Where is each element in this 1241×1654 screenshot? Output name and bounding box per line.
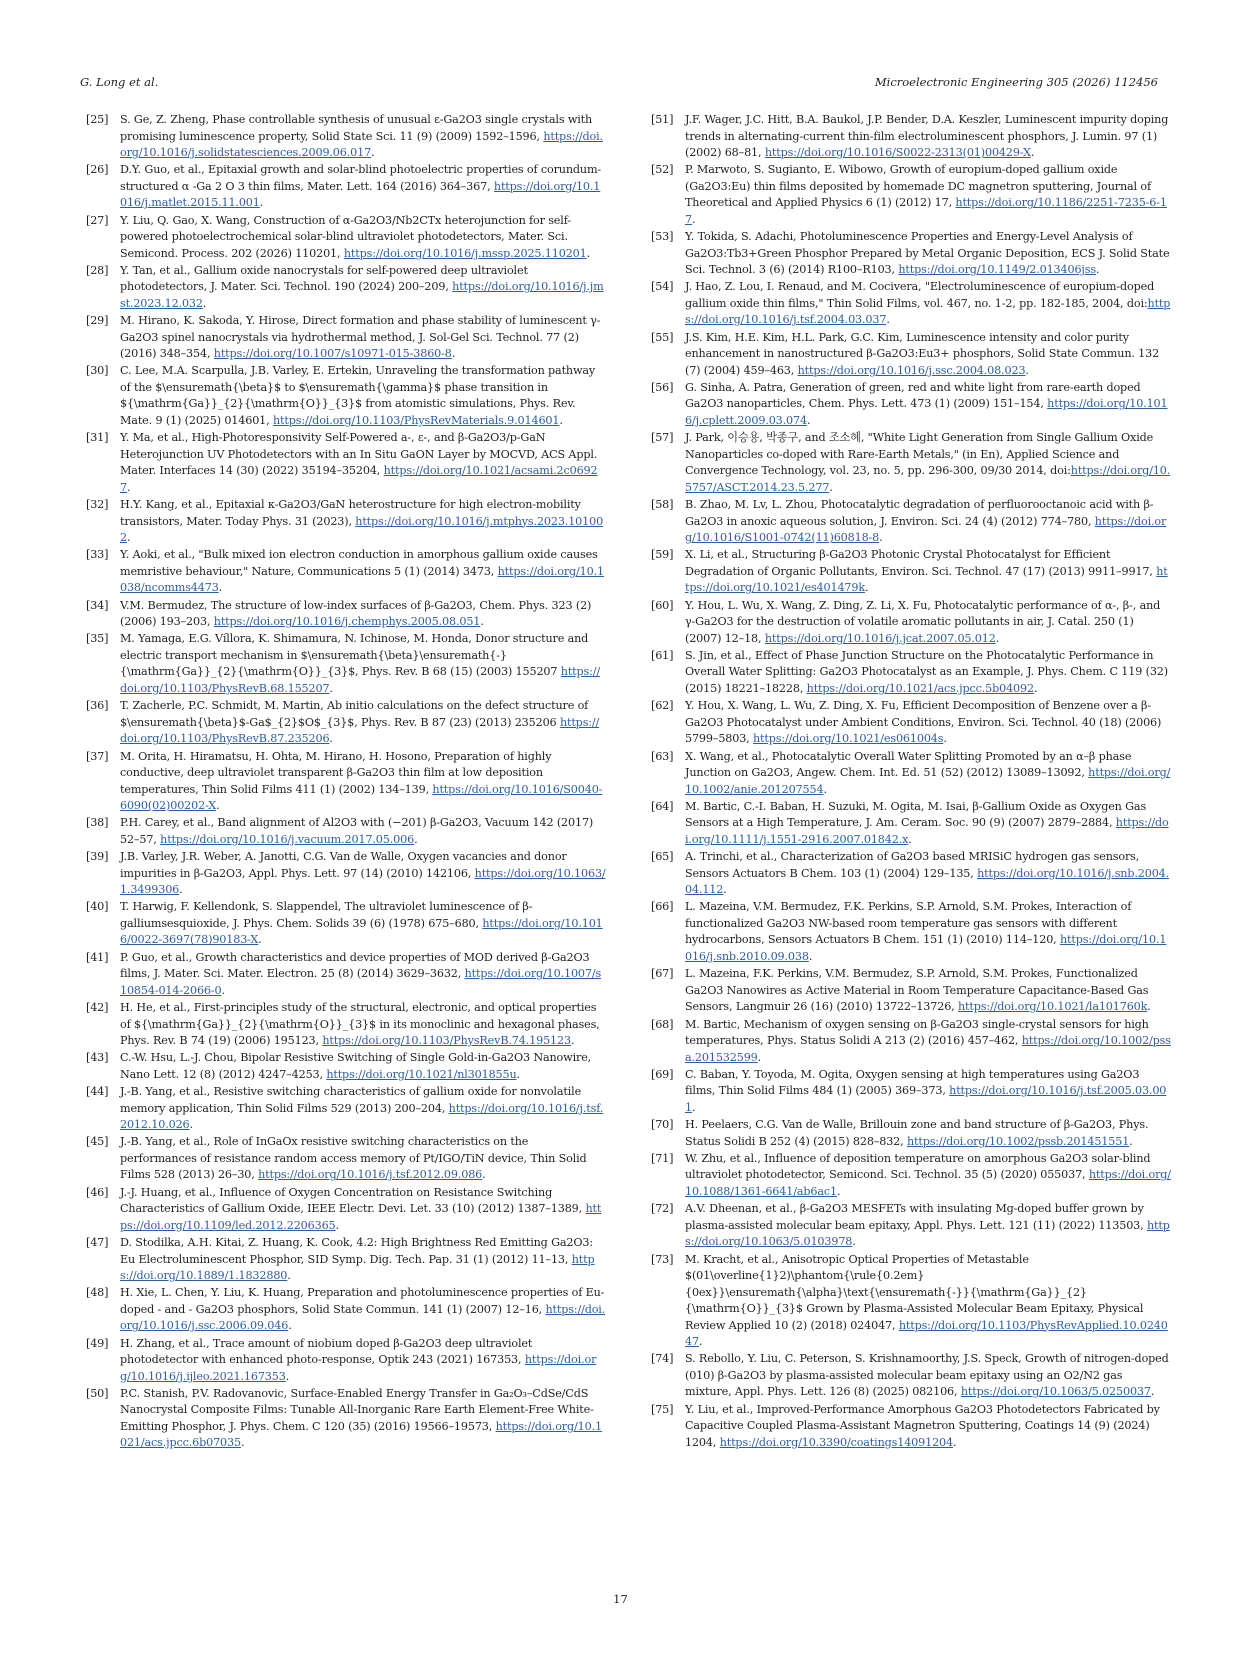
reference-number: [64]: [651, 799, 674, 813]
reference-text: Y. Hou, L. Wu, X. Wang, Z. Ding, Z. Li, X. Fu, Photocatalytic performance of α-, β-, and γ-Ga2O3 for the destruction of volatile aromatic pollutants in air, J. Catal. 250 (1) (2007) 12–18,: [685, 598, 1161, 645]
reference-item: [86, 950, 606, 1000]
reference-text: M. Bartic, Mechanism of oxygen sensing on β-Ga2O3 single-crystal sensors for high temperatures, Phys. Status Solidi A 213 (2) (2016) 457–462,: [685, 1017, 1149, 1048]
reference-number: [62]: [651, 699, 674, 713]
reference-item: [86, 1336, 606, 1386]
reference-tail: .: [126, 480, 131, 494]
reference-number: [47]: [86, 1236, 109, 1250]
reference-tail: .: [1147, 1000, 1151, 1014]
reference-doi-link[interactable]: https://doi.org/10.1103/PhysRevApplied.10.024047: [685, 1318, 1168, 1349]
reference-doi-link[interactable]: https://doi.org/10.1021/la101760k: [958, 1000, 1148, 1014]
reference-doi-link[interactable]: https://doi.org/10.1021/es401479k: [685, 564, 1168, 595]
reference-text: M. Kracht, et al., Anisotropic Optical Properties of Metastable $(01\overline{1}2)\phantom{\rule{0.2em}{0ex}}\ensuremath{\alpha}\text{\ensuremath{-}}{\mathrm{Ga}}_{2}{\mathrm{O}}_{3}$ Grown by Plasma-Assisted Molecular Beam Epitaxy, Physical Review Applied 10 (2) (2018) 024047,: [685, 1252, 1144, 1332]
reference-text: J.S. Kim, H.E. Kim, H.L. Park, G.C. Kim, Luminescence intensity and color purity enhancement in nanostructured β-Ga2O3:Eu3+ phosphors, Solid State Commun. 132 (7) (2004) 459–463,: [685, 330, 1160, 377]
reference-number: [59]: [651, 548, 674, 562]
reference-number: [27]: [86, 213, 109, 227]
reference-text: P.H. Carey, et al., Band alignment of Al2O3 with (−201) β-Ga2O3, Vacuum 142 (2017) 52–57,: [120, 816, 594, 846]
reference-tail: .: [952, 1435, 957, 1449]
reference-tail: .: [371, 146, 375, 159]
reference-item: [651, 380, 1171, 430]
reference-item: [86, 162, 606, 212]
reference-doi-link[interactable]: https://doi.org/10.1002/pssa.201532599: [685, 1034, 1171, 1064]
reference-text: C. Lee, M.A. Scarpulla, J.B. Varley, E. Ertekin, Unraveling the transformation pathway of the $\ensuremath{\beta}$ to $\ensuremath{\gamma}$ phase transition in ${\mathrm{Ga}}_{2}{\mathrm{O}}_{3}$ from atomistic simulations, Phys. Rev. Mate. 9 (1) (2025) 014601,: [120, 364, 596, 427]
reference-doi-link[interactable]: https://doi.org/10.1016/j.tsf.2005.03.001: [685, 1084, 1167, 1114]
reference-text: M. Yamaga, E.G. Víllora, K. Shimamura, N. Ichinose, M. Honda, Donor structure and electric transport mechanism in $\ensuremath{\beta}\ensuremath{-}{\mathrm{Ga}}_{2}{\mathrm{O}}_{3}$, Phys. Rev. B 68 (15) (2003) 155207: [120, 632, 589, 679]
reference-item: [86, 112, 606, 162]
reference-doi-link[interactable]: https://doi.org/10.1016/j.ssc.2006.09.046: [120, 1302, 606, 1333]
reference-item: [651, 749, 1171, 799]
reference-tail: .: [698, 1335, 703, 1349]
reference-doi-link[interactable]: https://doi.org/10.1016/j.ijleo.2021.167353: [120, 1353, 597, 1383]
reference-text: A.V. Dheenan, et al., β-Ga2O3 MESFETs with insulating Mg-doped buffer grown by plasma-assisted molecular beam epitaxy, Appl. Phys. Lett. 121 (11) (2022) 113503,: [685, 1202, 1147, 1232]
reference-tail: .: [829, 480, 833, 494]
reference-item: [651, 229, 1171, 279]
reference-number: [66]: [651, 900, 674, 914]
reference-text: W. Zhu, et al., Influence of deposition temperature on amorphous Ga2O3 solar-blind ultraviolet photodetector, Semicond. Sci. Technol. 35 (5) (2020) 055037,: [685, 1151, 1151, 1182]
reference-number: [51]: [651, 113, 674, 126]
reference-number: [71]: [651, 1151, 674, 1165]
reference-doi-link[interactable]: https://doi.org/10.1103/PhysRevB.87.235206: [120, 715, 600, 746]
reference-doi-link[interactable]: https://doi.org/10.1063/5.0250037: [960, 1385, 1151, 1399]
reference-tail: .: [126, 531, 131, 545]
reference-tail: .: [258, 933, 262, 947]
reference-tail: .: [586, 246, 591, 260]
reference-number: [41]: [86, 950, 109, 964]
reference-text: S. Jin, et al., Effect of Phase Junction Structure on the Photocatalytic Performance in Overall Water Splitting: Ga2O3 Photocatalyst as an Example, J. Phys. Chem. C 119 (32) (2015) 18221–18228,: [685, 648, 1168, 695]
reference-tail: .: [335, 1218, 339, 1232]
reference-number: [45]: [86, 1135, 109, 1149]
reference-tail: .: [414, 832, 418, 846]
reference-text: T. Zacherle, P.C. Schmidt, M. Martin, Ab initio calculations on the defect structure of $\ensuremath{\beta}$-Ga$_{2}$O$_{3}$, Phys. Rev. B 87 (23) (2013) 235206: [120, 699, 589, 729]
reference-number: [43]: [86, 1051, 109, 1065]
reference-item: [651, 1252, 1171, 1351]
reference-doi-link[interactable]: https://doi.org/10.1063/1.3499306: [120, 866, 606, 897]
reference-tail: .: [886, 313, 890, 327]
reference-number: [73]: [651, 1252, 674, 1266]
reference-text: J.F. Wager, J.C. Hitt, B.A. Baukol, J.P. Bender, D.A. Keszler, Luminescent impurity doping trends in alternating-current thin-film electroluminescent phosphors, J. Lumin. 97 (1) (2002) 68–81,: [685, 113, 1169, 159]
reference-item: [651, 1117, 1171, 1150]
reference-tail: .: [823, 782, 827, 796]
reference-doi-link[interactable]: https://doi.org/10.1002/pssb.201451551: [906, 1134, 1130, 1148]
reference-text: J. Hao, Z. Lou, I. Renaud, and M. Cocivera, "Electroluminescence of europium-doped gallium oxide thin films," Thin Solid Films, vol. 467, no. 1-2, pp. 182-185, 2004, doi:: [685, 280, 1155, 310]
reference-tail: .: [852, 1235, 856, 1249]
reference-text: J.B. Varley, J.R. Weber, A. Janotti, C.G. Van de Walle, Oxygen vacancies and donor impurities in β-Ga2O3, Appl. Phys. Lett. 97 (14) (2010) 142106,: [120, 850, 567, 880]
reference-number: [72]: [651, 1202, 674, 1216]
reference-column-left: [86, 112, 606, 1453]
reference-doi-link[interactable]: https://doi.org/10.1021/acs.jpcc.5b04092: [806, 681, 1034, 695]
reference-text: C. Baban, Y. Toyoda, M. Ogita, Oxygen sensing at high temperatures using Ga2O3 films, Thin Solid Films 484 (1) (2005) 369–373,: [685, 1067, 1140, 1098]
reference-text: L. Mazeina, V.M. Bermudez, F.K. Perkins, S.P. Arnold, S.M. Prokes, Interaction of functionalized Ga2O3 NW-based room temperature gas sensors with different hydrocarbons, Sensors Actuators B Chem. 151 (1) (2010) 114–120,: [685, 900, 1132, 947]
reference-number: [53]: [651, 230, 674, 244]
reference-item: [651, 899, 1171, 965]
reference-number: [52]: [651, 163, 674, 177]
reference-item: [86, 313, 606, 363]
reference-number: [50]: [86, 1386, 109, 1400]
reference-text: D. Stodilka, A.H. Kitai, Z. Huang, K. Cook, 4.2: High Brightness Red Emitting Ga2O3: Eu Electroluminescent Phosphor, SID Symp. Dig. Tech. Pap. 31 (1) (2012) 11–13,: [120, 1236, 593, 1266]
reference-item: [651, 547, 1171, 597]
reference-number: [44]: [86, 1085, 109, 1099]
reference-tail: .: [1095, 263, 1100, 277]
reference-number: [25]: [86, 113, 109, 126]
reference-doi-link[interactable]: https://doi.org/10.1016/j.ssc.2004.08.023: [797, 363, 1026, 377]
reference-item: [86, 497, 606, 547]
reference-tail: .: [240, 1436, 245, 1450]
reference-tail: .: [864, 581, 869, 595]
reference-text: X. Li, et al., Structuring β-Ga2O3 Photonic Crystal Photocatalyst for Efficient Degradation of Organic Pollutants, Environ. Sci. Technol. 47 (17) (2013) 9911–9917,: [685, 548, 1157, 578]
reference-item: [651, 1402, 1171, 1452]
reference-item: [86, 547, 606, 597]
reference-doi-link[interactable]: https://doi.org/10.1002/anie.201207554: [685, 766, 1171, 796]
reference-text: A. Trinchi, et al., Characterization of Ga2O3 based MRISiC hydrogen gas sensors, Sensors Actuators B Chem. 103 (1) (2004) 129–135,: [685, 850, 1140, 880]
running-head: [80, 75, 1158, 95]
reference-number: [75]: [651, 1402, 674, 1416]
reference-tail: .: [202, 296, 207, 310]
reference-doi-link[interactable]: https://doi.org/10.1889/1.1832880: [120, 1252, 595, 1283]
reference-item: [86, 1185, 606, 1235]
reference-text: H. He, et al., First-principles study of the structural, electronic, and optical properties of ${\mathrm{Ga}}_{2}{\mathrm{O}}_{3}$ in its monoclinic and hexagonal phases, Phys. Rev. B 74 (19) (2006) 195123,: [120, 1001, 600, 1048]
reference-number: [49]: [86, 1336, 109, 1350]
reference-text: J.-B. Yang, et al., Resistive switching characteristics of gallium oxide for nonvolatile memory application, Thin Solid Films 529 (2013) 200–204,: [120, 1085, 582, 1115]
reference-tail: .: [691, 212, 696, 226]
reference-item: [86, 1386, 606, 1452]
reference-tail: .: [691, 1100, 696, 1114]
reference-item: [651, 162, 1171, 228]
reference-item: [86, 899, 606, 949]
reference-item: [651, 330, 1171, 380]
reference-doi-link[interactable]: https://doi.org/10.1016/j.mssp.2025.110201: [343, 246, 587, 260]
reference-tail: .: [218, 581, 223, 595]
reference-number: [42]: [86, 1001, 109, 1015]
reference-item: [86, 749, 606, 815]
running-head-authors: G. Long et al.: [80, 75, 159, 89]
reference-item: [651, 648, 1171, 698]
reference-tail: .: [189, 1118, 193, 1132]
reference-tail: .: [451, 347, 456, 361]
reference-text: C.-W. Hsu, L.-J. Chou, Bipolar Resistive Switching of Single Gold-in-Ga2O3 Nanowire, Nano Lett. 12 (8) (2012) 4247–4253,: [120, 1051, 592, 1081]
reference-doi-link[interactable]: https://doi.org/10.1088/1361-6641/ab6ac1: [685, 1168, 1171, 1198]
page-number: 17: [613, 1592, 628, 1606]
reference-number: [63]: [651, 749, 674, 763]
reference-text: J.-B. Yang, et al., Role of InGaOx resistive switching characteristics on the performances of resistance random access memory of Pt/IGO/TiN device, Thin Solid Films 528 (2013) 26–30,: [120, 1135, 587, 1182]
reference-tail: .: [285, 1369, 290, 1383]
reference-doi-link[interactable]: https://doi.org/10.1016/j.jmst.2023.12.032: [120, 280, 604, 310]
reference-doi-link[interactable]: https://doi.org/10.1016/j.tsf.2012.09.086: [258, 1168, 483, 1182]
reference-text: L. Mazeina, F.K. Perkins, V.M. Bermudez, S.P. Arnold, S.M. Prokes, Functionalized Ga2O3 Nanowires as Active Material in Room Temperature Capacitance-Based Gas Sensors, Langmuir 26 (16) (2010) 13722–13726,: [685, 967, 1149, 1014]
reference-number: [30]: [86, 364, 109, 378]
reference-doi-link[interactable]: https://doi.org/10.1038/ncomms4473: [120, 564, 604, 595]
reference-number: [33]: [86, 548, 109, 562]
reference-text: Y. Ma, et al., High-Photoresponsivity Self-Powered a-, ε-, and β-Ga2O3/p-GaN Heterojunction UV Photodetectors with an In Situ GaON Layer by MOCVD, ACS Appl. Mater. Interfaces 14 (30) (2022) 35194–35204,: [120, 431, 598, 478]
reference-item: [651, 1151, 1171, 1201]
reference-item: [86, 1134, 606, 1184]
reference-tail: .: [179, 883, 183, 897]
reference-tail: .: [723, 883, 727, 897]
reference-doi-link[interactable]: https://doi.org/10.1016/S1001-0742(11)60818-8: [685, 514, 1167, 545]
reference-item: [86, 815, 606, 848]
reference-number: [61]: [651, 648, 674, 662]
reference-doi-link[interactable]: https://doi.org/10.1016/j.tsf.2012.10.026: [120, 1101, 604, 1132]
reference-item: [651, 1351, 1171, 1401]
reference-tail: .: [516, 1067, 520, 1081]
reference-tail: .: [1025, 363, 1029, 377]
reference-doi-link[interactable]: https://doi.org/10.1016/j.cplett.2009.03.074: [685, 397, 1168, 427]
reference-tail: .: [908, 832, 912, 846]
reference-item: [651, 849, 1171, 899]
reference-doi-link[interactable]: https://doi.org/10.1016/j.jcat.2007.05.012: [764, 631, 996, 645]
reference-number: [70]: [651, 1118, 674, 1132]
reference-number: [36]: [86, 699, 109, 713]
reference-number: [46]: [86, 1185, 109, 1199]
reference-tail: .: [808, 949, 813, 963]
reference-number: [55]: [651, 330, 674, 344]
reference-doi-link[interactable]: https://doi.org/10.1111/j.1551-2916.2007.01842.x: [685, 816, 1169, 846]
reference-doi-link[interactable]: https://doi.org/10.1109/led.2012.2206365: [120, 1202, 602, 1232]
reference-doi-link[interactable]: https://doi.org/10.1016/j.chemphys.2005.08.051: [213, 615, 481, 629]
reference-item: [86, 363, 606, 429]
reference-item: [651, 1017, 1171, 1067]
reference-text: X. Wang, et al., Photocatalytic Overall Water Splitting Promoted by an α–β phase Junction on Ga2O3, Angew. Chem. Int. Ed. 51 (52) (2012) 13089–13092,: [685, 749, 1132, 780]
reference-tail: .: [329, 732, 333, 746]
reference-text: P.C. Stanish, P.V. Radovanovic, Surface-Enabled Energy Transfer in Ga₂O₃–CdSe/CdS Nanocrystal Composite Films: Tunable All-Inorganic Rare Earth Element-Free White-Emitting Phosphor, J. Phys. Chem. C 120 (35) (2016) 19566–19573,: [120, 1386, 594, 1433]
reference-tail: .: [482, 1168, 486, 1182]
reference-text: G. Sinha, A. Patra, Generation of green, red and white light from rare-earth doped Ga2O3 nanoparticles, Chem. Phys. Lett. 473 (1) (2009) 151–154,: [685, 380, 1141, 411]
reference-tail: .: [995, 631, 1000, 645]
reference-item: [86, 631, 606, 697]
reference-item: [86, 1285, 606, 1335]
reference-number: [28]: [86, 263, 109, 277]
reference-item: [651, 1067, 1171, 1117]
reference-tail: .: [559, 413, 563, 427]
reference-text: P. Guo, et al., Growth characteristics and device properties of MOD derived β-Ga2O3 films, J. Mater. Sci. Mater. Electron. 25 (8) (2014) 3629–3632,: [120, 950, 590, 981]
reference-text: J. Park, 이승용, 박종구, and 조소혜, "White Light Generation from Single Gallium Oxide Nanoparticles co-doped with Rare-Earth Metals," (in En), Applied Science and Convergence Technology, vol. 23, no. 5, pp. 296-300, 09/30 2014, doi:: [685, 431, 1154, 478]
reference-item: [651, 966, 1171, 1016]
reference-item: [651, 430, 1171, 496]
reference-item: [651, 497, 1171, 547]
reference-text: B. Zhao, M. Lv, L. Zhou, Photocatalytic degradation of perfluorooctanoic acid with β-Ga2O3 in anoxic aqueous solution, J. Environ. Sci. 24 (4) (2012) 774–780,: [685, 498, 1154, 528]
reference-number: [56]: [651, 380, 674, 394]
reference-number: [67]: [651, 967, 674, 981]
reference-tail: .: [480, 615, 484, 629]
reference-doi-link[interactable]: https://doi.org/10.3390/coatings14091204: [719, 1435, 953, 1449]
reference-item: [86, 1000, 606, 1050]
reference-column-right: [651, 112, 1171, 1452]
reference-doi-link[interactable]: https://doi.org/10.1016/j.tsf.2004.03.037: [685, 296, 1171, 327]
reference-doi-link[interactable]: https://doi.org/10.1016/j.snb.2004.04.112: [685, 866, 1170, 897]
reference-tail: .: [287, 1269, 291, 1283]
reference-doi-link[interactable]: https://doi.org/10.1016/j.solidstatesciences.2009.06.017: [120, 129, 603, 159]
reference-number: [32]: [86, 498, 109, 512]
reference-number: [58]: [651, 498, 674, 512]
reference-doi-link[interactable]: https://doi.org/10.1103/PhysRevB.68.155207: [120, 665, 600, 695]
reference-doi-link[interactable]: https://doi.org/10.1016/S0040-6090(02)00202-X: [120, 782, 603, 813]
reference-text: Y. Aoki, et al., "Bulk mixed ion electron conduction in amorphous gallium oxide causes memristive behaviour," Nature, Communications 5 (1) (2014) 3473,: [120, 548, 598, 578]
reference-tail: .: [836, 1184, 841, 1198]
reference-item: [651, 279, 1171, 329]
reference-number: [26]: [86, 163, 109, 177]
reference-number: [37]: [86, 749, 109, 763]
reference-text: M. Orita, H. Hiramatsu, H. Ohta, M. Hirano, H. Hosono, Preparation of highly conductive, deep ultraviolet transparent β-Ga2O3 thin film at low deposition temperatures, Thin Solid Films 411 (1) (2002) 134–139,: [120, 749, 552, 796]
reference-tail: .: [288, 1319, 292, 1333]
reference-text: M. Bartic, C.-I. Baban, H. Suzuki, M. Ogita, M. Isai, β-Gallium Oxide as Oxygen Gas Sensors at a High Temperature, J. Am. Ceram. Soc. 90 (9) (2007) 2879–2884,: [685, 799, 1147, 830]
reference-item: [86, 263, 606, 313]
reference-text: T. Harwig, F. Kellendonk, S. Slappendel, The ultraviolet luminescence of β-galliumsesquioxide, J. Phys. Chem. Solids 39 (6) (1978) 675–680,: [120, 900, 533, 930]
reference-text: H. Peelaers, C.G. Van de Walle, Brillouin zone and band structure of β-Ga2O3, Phys. Status Solidi B 252 (4) (2015) 828–832,: [685, 1118, 1149, 1148]
reference-number: [31]: [86, 431, 109, 445]
reference-number: [35]: [86, 632, 109, 646]
reference-tail: .: [1129, 1134, 1133, 1148]
reference-tail: .: [1150, 1385, 1155, 1399]
reference-number: [57]: [651, 431, 674, 445]
reference-item: [651, 112, 1171, 162]
reference-text: Y. Liu, Q. Gao, X. Wang, Construction of α-Ga2O3/Nb2CTx heterojunction for self-powered photoelectrochemical solar-blind ultraviolet photodetectors, Mater. Sci. Semicond. Process. 202 (2026) 110201,: [120, 213, 571, 260]
reference-doi-link[interactable]: https://doi.org/10.1063/5.0103978: [685, 1218, 1170, 1249]
reference-doi-link[interactable]: https://doi.org/10.1021/acsami.2c06927: [120, 464, 598, 494]
reference-text: H. Zhang, et al., Trace amount of niobium doped β-Ga2O3 deep ultraviolet photodetector with enhanced photo-response, Optik 243 (2021) 167353,: [120, 1336, 533, 1367]
reference-tail: .: [943, 732, 947, 746]
reference-number: [38]: [86, 816, 109, 830]
reference-text: Y. Tan, et al., Gallium oxide nanocrystals for self-powered deep ultraviolet photodetectors, J. Mater. Sci. Technol. 190 (2024) 200–209,: [120, 263, 528, 294]
reference-tail: .: [216, 799, 220, 813]
reference-tail: .: [329, 681, 333, 695]
reference-text: S. Rebollo, Y. Liu, C. Peterson, S. Krishnamoorthy, J.S. Speck, Growth of nitrogen-doped (010) β-Ga2O3 by plasma-assisted molecular beam epitaxy using an O2/N2 gas mixture, Appl. Phys. Lett. 126 (8) (2025) 082106,: [685, 1352, 1169, 1399]
reference-doi-link[interactable]: https://doi.org/10.1021/nl301855u: [326, 1067, 517, 1081]
reference-text: D.Y. Guo, et al., Epitaxial growth and solar-blind photoelectric properties of corundum-structured α -Ga 2 O 3 thin films, Mater. Lett. 164 (2016) 364–367,: [120, 163, 602, 193]
reference-item: [651, 1201, 1171, 1251]
reference-number: [54]: [651, 280, 674, 294]
reference-item: [651, 698, 1171, 748]
reference-text: H. Xie, L. Chen, Y. Liu, K. Huang, Preparation and photoluminescence properties of Eu-doped - and - Ga2O3 phosphors, Solid State Commun. 141 (1) (2007) 12–16,: [120, 1286, 605, 1316]
reference-text: S. Ge, Z. Zheng, Phase controllable synthesis of unusual ε-Ga2O3 single crystals with promising luminescence property, Solid State Sci. 11 (9) (2009) 1592–1596,: [120, 113, 593, 143]
reference-doi-link[interactable]: https://doi.org/10.1021/es061004s: [753, 732, 944, 746]
reference-tail: .: [1033, 681, 1038, 695]
reference-text: Y. Tokida, S. Adachi, Photoluminescence Properties and Energy-Level Analysis of Ga2O3:Tb3+Green Phosphor Prepared by Metal Organic Deposition, ECS J. Solid State Sci. Technol. 3 (6) (2014) R100–R103,: [685, 230, 1170, 277]
reference-item: [86, 598, 606, 631]
reference-text: Y. Liu, et al., Improved-Performance Amorphous Ga2O3 Photodetectors Fabricated by Capacitive Coupled Plasma-Assistant Magnetron Sputtering, Coatings 14 (9) (2024) 1204,: [685, 1402, 1160, 1449]
reference-number: [65]: [651, 850, 674, 864]
reference-doi-link[interactable]: https://doi.org/10.1016/j.snb.2010.09.038: [685, 933, 1167, 963]
reference-doi-link[interactable]: https://doi.org/10.1016/S0022-2313(01)00429-X: [764, 146, 1031, 159]
reference-item: [86, 849, 606, 899]
reference-tail: .: [879, 531, 883, 545]
reference-number: [68]: [651, 1017, 674, 1031]
reference-number: [29]: [86, 314, 109, 328]
reference-number: [48]: [86, 1286, 109, 1300]
reference-number: [74]: [651, 1352, 674, 1366]
reference-doi-link[interactable]: https://doi.org/10.1007/s10971-015-3860-8: [213, 347, 452, 361]
reference-number: [34]: [86, 598, 109, 612]
reference-text: H.Y. Kang, et al., Epitaxial κ-Ga2O3/GaN heterostructure for high electron-mobility transistors, Mater. Today Phys. 31 (2023),: [120, 498, 581, 528]
reference-tail: .: [259, 196, 264, 210]
reference-doi-link[interactable]: https://doi.org/10.1016/j.matlet.2015.11.001: [120, 179, 601, 210]
reference-item: [86, 698, 606, 748]
reference-tail: .: [757, 1050, 762, 1064]
reference-text: J.-J. Huang, et al., Influence of Oxygen Concentration on Resistance Switching Characteristics of Gallium Oxide, IEEE Electr. Devi. Let. 33 (10) (2012) 1387–1389,: [120, 1185, 586, 1216]
reference-doi-link[interactable]: https://doi.org/10.1016/j.vacuum.2017.05.006: [160, 832, 415, 846]
reference-doi-link[interactable]: https://doi.org/10.1149/2.013406jss: [898, 263, 1096, 277]
reference-item: [86, 430, 606, 496]
reference-number: [40]: [86, 900, 109, 914]
reference-tail: .: [221, 983, 225, 997]
reference-item: [86, 213, 606, 263]
reference-text: Y. Hou, X. Wang, L. Wu, Z. Ding, X. Fu, Efficient Decomposition of Benzene over a β-Ga2O3 Photocatalyst under Ambient Conditions, Environ. Sci. Technol. 40 (18) (2006) 5799–5803,: [685, 699, 1162, 746]
reference-number: [60]: [651, 598, 674, 612]
reference-item: [86, 1084, 606, 1134]
reference-text: V.M. Bermudez, The structure of low-index surfaces of β-Ga2O3, Chem. Phys. 323 (2) (2006) 193–203,: [120, 598, 592, 629]
reference-text: M. Hirano, K. Sakoda, Y. Hirose, Direct formation and phase stability of luminescent γ-Ga2O3 spinel nanocrystals via hydrothermal method, J. Sol-Gel Sci. Technol. 77 (2) (2016) 348–354,: [120, 314, 601, 361]
running-head-journal: Microelectronic Engineering 305 (2026) 112456: [874, 75, 1158, 89]
reference-text: P. Marwoto, S. Sugianto, E. Wibowo, Growth of europium-doped gallium oxide (Ga2O3:Eu) thin films deposited by homemade DC magnetron sputtering, Journal of Theoretical and Applied Physics 6 (1) (2012) 17,: [685, 163, 1151, 210]
reference-doi-link[interactable]: https://doi.org/10.1103/PhysRevB.74.195123: [322, 1034, 571, 1048]
reference-doi-link[interactable]: https://doi.org/10.1186/2251-7235-6-17: [685, 196, 1167, 226]
reference-tail: .: [570, 1034, 575, 1048]
reference-doi-link[interactable]: https://doi.org/10.1021/acs.jpcc.6b07035: [120, 1419, 602, 1450]
reference-tail: .: [1030, 146, 1035, 159]
reference-doi-link[interactable]: https://doi.org/10.1016/j.mtphys.2023.101002: [120, 514, 604, 545]
reference-item: [651, 799, 1171, 849]
reference-item: [86, 1235, 606, 1285]
reference-number: [39]: [86, 850, 109, 864]
reference-item: [86, 1050, 606, 1083]
reference-doi-link[interactable]: https://doi.org/10.1007/s10854-014-2066-0: [120, 967, 602, 997]
reference-doi-link[interactable]: https://doi.org/10.1016/0022-3697(78)90183-X: [120, 916, 603, 947]
reference-tail: .: [806, 413, 811, 427]
reference-doi-link[interactable]: https://doi.org/10.5757/ASCT.2014.23.5.277: [685, 464, 1171, 494]
reference-number: [69]: [651, 1067, 674, 1081]
reference-item: [651, 598, 1171, 648]
reference-doi-link[interactable]: https://doi.org/10.1103/PhysRevMaterials.9.014601: [272, 413, 560, 427]
